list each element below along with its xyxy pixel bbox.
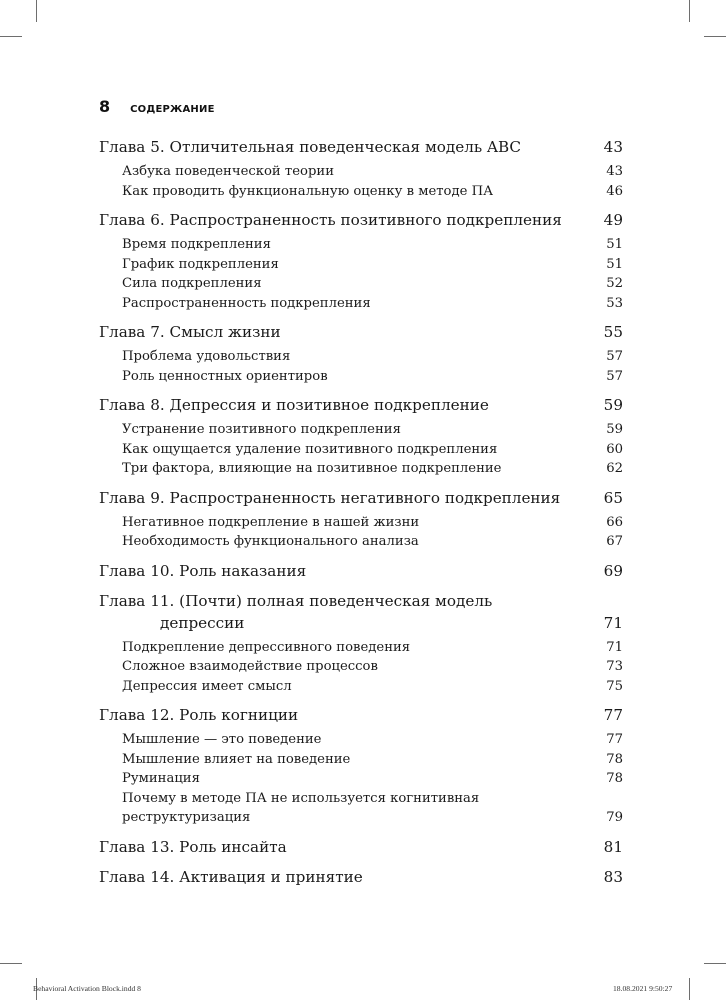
section-title	[122, 789, 594, 828]
section-page-number: 52	[606, 276, 623, 291]
section-page-number: 51	[606, 256, 623, 272]
crop-mark	[0, 963, 22, 964]
chapter-title	[99, 590, 592, 634]
toc-section	[99, 513, 623, 533]
toc-section	[99, 182, 623, 202]
toc-section	[99, 440, 623, 460]
toc-chapter	[99, 560, 623, 582]
crop-mark	[0, 36, 22, 37]
print-slug-file: Behavioral Activation Block.indd 8	[33, 984, 141, 993]
running-header-title: СОДЕРЖАНИЕ	[130, 104, 215, 115]
section-title: Необходимость функционального анализа	[122, 534, 419, 549]
toc-section	[99, 657, 623, 677]
section-title-line: Почему в методе ПА не используется когнитивная	[122, 790, 480, 806]
section-page-number: 75	[606, 678, 623, 694]
crop-mark	[704, 963, 726, 964]
section-title: Сила подкрепления	[122, 276, 262, 291]
section-title: Как проводить функциональную оценку в методе ПА	[122, 183, 494, 199]
chapter-page-number: 71	[603, 613, 623, 632]
chapter-title: Глава 6. Распространенность позитивного подкрепления	[99, 211, 562, 229]
toc-chapter	[99, 866, 623, 888]
chapter-title: Глава 10. Роль наказания	[99, 561, 307, 580]
chapter-page-number: 77	[603, 706, 623, 724]
chapter-title-line: депрессии	[160, 613, 245, 632]
crop-mark	[689, 0, 690, 22]
print-slug-timestamp: 18.08.2021 9:50:27	[613, 984, 673, 993]
page-number: 8	[99, 97, 111, 116]
section-page-number: 51	[606, 237, 623, 252]
section-page-number: 73	[606, 659, 623, 674]
toc-chapter	[99, 836, 623, 858]
toc-section	[99, 730, 623, 750]
crop-mark	[704, 36, 726, 37]
toc-section	[99, 294, 623, 314]
crop-mark	[36, 0, 37, 22]
toc-section	[99, 638, 623, 658]
section-page-number: 62	[606, 461, 623, 476]
toc-section	[99, 255, 623, 275]
section-title: График подкрепления	[122, 256, 279, 272]
chapter-title: Глава 8. Депрессия и позитивное подкрепление	[99, 396, 489, 414]
chapter-title: Глава 13. Роль инсайта	[99, 837, 287, 856]
chapter-page-number: 43	[603, 138, 623, 156]
chapter-page-number: 81	[603, 837, 623, 856]
toc-chapter	[99, 321, 623, 343]
section-page-number: 78	[606, 751, 623, 767]
section-page-number: 77	[606, 732, 623, 747]
chapter-page-number: 69	[603, 561, 623, 580]
section-page-number: 79	[606, 810, 623, 825]
section-page-number: 78	[606, 771, 623, 786]
chapter-page-number: 55	[603, 323, 623, 341]
toc-section	[99, 420, 623, 440]
section-title: Как ощущается удаление позитивного подкрепления	[122, 441, 498, 457]
toc-section	[99, 532, 623, 552]
section-title: Мышление — это поведение	[122, 732, 322, 747]
toc-chapter	[99, 209, 623, 231]
toc-section	[99, 750, 623, 770]
section-page-number: 57	[606, 349, 623, 364]
section-title: Азбука поведенческой теории	[122, 164, 334, 179]
section-page-number: 67	[606, 534, 623, 549]
toc-section	[99, 235, 623, 255]
chapter-title-line: Глава 11. (Почти) полная поведенческая модель	[99, 591, 493, 610]
section-title: Время подкрепления	[122, 237, 271, 252]
section-page-number: 43	[606, 164, 623, 179]
section-page-number: 57	[606, 368, 623, 384]
toc-chapter	[99, 394, 623, 416]
section-title: Руминация	[122, 771, 200, 786]
section-page-number: 53	[606, 295, 623, 311]
running-header	[99, 97, 215, 116]
toc-section	[99, 459, 623, 479]
toc-chapter	[99, 136, 623, 158]
toc-section	[99, 162, 623, 182]
toc-section	[99, 347, 623, 367]
section-title-line: реструктуризация	[122, 810, 251, 825]
chapter-title: Глава 5. Отличительная поведенческая модель ABC	[99, 138, 522, 156]
toc-section	[99, 367, 623, 387]
section-page-number: 46	[606, 183, 623, 199]
chapter-title: Глава 7. Смысл жизни	[99, 323, 281, 341]
chapter-title: Глава 14. Активация и принятие	[99, 867, 363, 886]
toc-section	[99, 274, 623, 294]
toc-chapter	[99, 704, 623, 726]
section-title: Распространенность подкрепления	[122, 295, 371, 311]
section-title: Три фактора, влияющие на позитивное подкрепление	[122, 461, 502, 476]
chapter-title: Глава 9. Распространенность негативного подкрепления	[99, 488, 561, 507]
section-page-number: 66	[606, 514, 623, 530]
toc-chapter	[99, 590, 623, 634]
section-title: Подкрепление депрессивного поведения	[122, 639, 411, 655]
section-title: Сложное взаимодействие процессов	[122, 659, 378, 674]
toc-section	[99, 769, 623, 789]
section-title: Устранение позитивного подкрепления	[122, 422, 401, 437]
section-page-number: 59	[606, 422, 623, 437]
chapter-page-number: 59	[603, 396, 623, 414]
crop-mark	[689, 978, 690, 1000]
section-page-number: 71	[606, 639, 623, 655]
toc-chapter	[99, 487, 623, 509]
section-title: Проблема удовольствия	[122, 349, 291, 364]
chapter-page-number: 49	[603, 211, 623, 229]
toc-section	[99, 677, 623, 697]
chapter-title: Глава 12. Роль когниции	[99, 706, 299, 724]
chapter-page-number: 65	[603, 488, 623, 507]
section-page-number: 60	[606, 441, 623, 457]
chapter-page-number: 83	[603, 867, 623, 886]
table-of-contents	[99, 136, 623, 888]
toc-section	[99, 789, 623, 828]
section-title: Депрессия имеет смысл	[122, 678, 292, 694]
section-title: Роль ценностных ориентиров	[122, 368, 328, 384]
section-title: Мышление влияет на поведение	[122, 751, 351, 767]
section-title: Негативное подкрепление в нашей жизни	[122, 514, 420, 530]
